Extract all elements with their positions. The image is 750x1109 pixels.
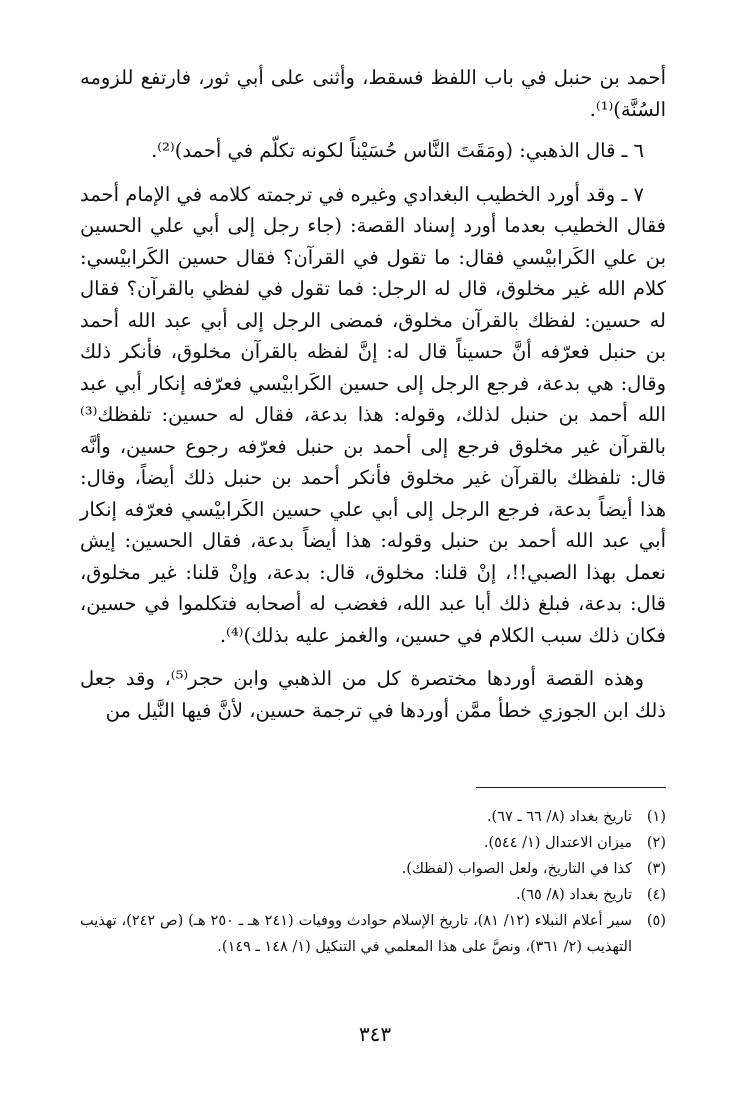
footnotes bbox=[80, 804, 666, 960]
footnote-4 bbox=[80, 882, 666, 908]
footnote-number: (٢) bbox=[646, 835, 666, 851]
footnote-text: تاريخ بغداد (٨/ ٦٥). bbox=[515, 887, 632, 903]
footnote-text: تاريخ بغداد (٨/ ٦٦ ـ ٦٧). bbox=[486, 809, 632, 825]
footnote-number: (٥) bbox=[646, 913, 666, 929]
page-number: ٣٤٣ bbox=[358, 1022, 392, 1046]
paragraph-3: ٧ ـ وقد أورد الخطيب البغدادي وغيره في ترجمته كلامه في الإمام أحمد فقال الخطيب بعدما أورد إسناد القصة: (جاء رجل إلى أبي علي الحسين بن علي الكَرابيْسي فقال: ما تقول في القرآن؟ فقال حسين الكَرابيْسي: كلام الله غير مخلوق، قال له الرجل: فما تقول في لفظي بالقرآن؟ فقال له حسين: لفظك بالقرآن مخلوق، فمضى الرجل إلى أبي عبد الله أحمد بن حنبل فعرّفه أنَّ حسيناً قال له: إنَّ لفظه بالقرآن مخلوق، فأنكر ذلك وقال: هي بدعة، فرجع الرجل إلى حسين الكَرابيْسي فعرّفه إنكار أبي عبد الله أحمد بن حنبل لذلك، وقوله: هذا بدعة، فقال له حسين: تلفظك⁽³⁾ بالقرآن غير مخلوق فرجع إلى أحمد بن حنبل فعرّفه رجوع حسين، وأنَّه قال: تلفظك بالقرآن غير مخلوق فأنكر أحمد بن حنبل ذلك أيضاً، وقال: هذا أيضاً بدعة، فرجع الرجل إلى أبي علي حسين الكَرابيْسي فعرّفه إنكار أبي عبد الله أحمد بن حنبل وقوله: هذا أيضاً بدعة، فقال الحسين: إيش نعمل بهذا الصبي!!، إنْ قلنا: مخلوق، قال: بدعة، وإنْ قلنا: غير مخلوق، قال: بدعة، فبلغ ذلك أبا عبد الله، فغضب له أصحابه فتكلموا في حسين، فكان ذلك سبب الكلام في حسين، والغمز عليه بذلك)⁽⁴⁾. bbox=[80, 182, 666, 647]
footnote-number: (١) bbox=[646, 809, 666, 825]
main-text bbox=[80, 62, 666, 726]
footnote-text: ميزان الاعتدال (١/ ٥٤٤). bbox=[483, 835, 632, 851]
footnote-text: كذا في التاريخ، ولعل الصواب (لفظك). bbox=[401, 861, 632, 877]
footnote-number: (٤) bbox=[646, 887, 666, 903]
paragraph-2: ٦ ـ قال الذهبي: (ومَقَتَ النَّاس حُسَيْناً لكونه تكلّم في أحمد)⁽²⁾. bbox=[151, 139, 644, 162]
paragraph-4: وهذه القصة أوردها مختصرة كل من الذهبي وابن حجر⁽⁵⁾، وقد جعل ذلك ابن الجوزي خطأ ممَّن أوردها في ترجمة حسين، لأنَّ فيها النَّيل من bbox=[80, 667, 666, 722]
paragraph-1: أحمد بن حنبل في باب اللفظ فسقط، وأثنى على أبي ثور، فارتفع للزومه السُنَّة)⁽¹⁾. bbox=[80, 66, 666, 121]
footnote-text: سير أعلام النبلاء (١٢/ ٨١)، تاريخ الإسلام حوادث ووفيات (٢٤١ هـ ـ ٢٥٠ هـ) (ص ٢٤٢)، تهذيب التهذيب (٢/ ٣٦١)، ونصَّ على هذا المعلمي في التنكيل (١/ ١٤٨ ـ ١٤٩). bbox=[80, 913, 632, 955]
footnote-number: (٣) bbox=[646, 861, 666, 877]
footnote-2 bbox=[80, 830, 666, 856]
footnote-3 bbox=[80, 856, 666, 882]
footnote-1 bbox=[80, 804, 666, 830]
footnote-5 bbox=[80, 908, 666, 960]
footnote-separator bbox=[476, 787, 666, 788]
